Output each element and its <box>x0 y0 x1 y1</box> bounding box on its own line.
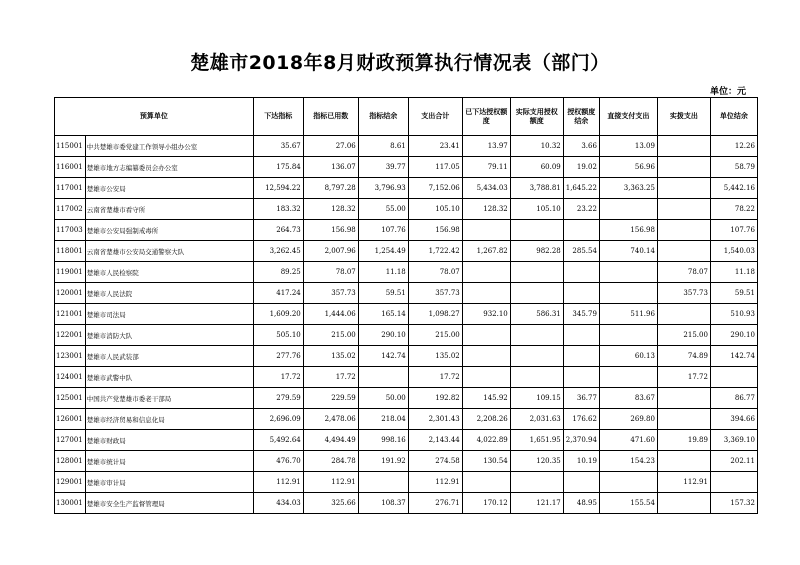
value-cell: 215.00 <box>657 325 710 346</box>
value-cell: 13.09 <box>599 136 657 157</box>
value-cell <box>599 283 657 304</box>
value-cell <box>657 199 710 220</box>
value-cell: 4,022.89 <box>462 430 510 451</box>
value-cell: 11.18 <box>358 262 408 283</box>
value-cell <box>599 472 657 493</box>
value-cell: 998.16 <box>358 430 408 451</box>
value-cell: 170.12 <box>462 493 510 514</box>
value-cell <box>510 472 563 493</box>
value-cell: 8,797.28 <box>303 178 358 199</box>
value-cell: 130.54 <box>462 451 510 472</box>
value-cell: 2,696.09 <box>253 409 303 430</box>
value-cell: 105.10 <box>408 199 462 220</box>
unit-code-cell: 130001 <box>55 493 86 514</box>
value-cell: 12,594.22 <box>253 178 303 199</box>
value-cell <box>462 283 510 304</box>
value-cell: 109.15 <box>510 388 563 409</box>
value-cell <box>563 325 599 346</box>
value-cell <box>563 283 599 304</box>
value-cell: 121.17 <box>510 493 563 514</box>
value-cell: 290.10 <box>710 325 757 346</box>
header-cell: 下达指标 <box>253 98 303 136</box>
value-cell: 11.18 <box>710 262 757 283</box>
unit-code-cell: 124001 <box>55 367 86 388</box>
value-cell: 17.72 <box>657 367 710 388</box>
value-cell <box>462 367 510 388</box>
unit-name-cell: 楚雄市统计局 <box>85 451 253 472</box>
value-cell: 276.71 <box>408 493 462 514</box>
table-row <box>55 472 758 493</box>
value-cell: 23.22 <box>563 199 599 220</box>
value-cell <box>563 346 599 367</box>
value-cell: 59.51 <box>358 283 408 304</box>
value-cell: 156.98 <box>408 220 462 241</box>
value-cell: 505.10 <box>253 325 303 346</box>
unit-name-cell: 楚雄市经济贸易和信息化局 <box>85 409 253 430</box>
value-cell <box>657 451 710 472</box>
value-cell: 274.58 <box>408 451 462 472</box>
value-cell: 357.73 <box>657 283 710 304</box>
value-cell: 78.07 <box>657 262 710 283</box>
value-cell: 279.59 <box>253 388 303 409</box>
value-cell: 142.74 <box>710 346 757 367</box>
unit-code-cell: 120001 <box>55 283 86 304</box>
value-cell <box>462 220 510 241</box>
value-cell: 215.00 <box>408 325 462 346</box>
header-cell: 已下达授权额度 <box>462 98 510 136</box>
header-cell: 实际支用授权额度 <box>510 98 563 136</box>
value-cell: 277.76 <box>253 346 303 367</box>
value-cell: 1,267.82 <box>462 241 510 262</box>
value-cell <box>657 178 710 199</box>
value-cell <box>599 367 657 388</box>
value-cell: 17.72 <box>253 367 303 388</box>
unit-code-cell: 126001 <box>55 409 86 430</box>
value-cell: 1,651.95 <box>510 430 563 451</box>
value-cell <box>510 325 563 346</box>
table-row <box>55 178 758 199</box>
value-cell <box>358 472 408 493</box>
value-cell <box>657 493 710 514</box>
value-cell: 982.28 <box>510 241 563 262</box>
value-cell <box>510 220 563 241</box>
value-cell <box>599 325 657 346</box>
value-cell: 471.60 <box>599 430 657 451</box>
unit-name-cell: 楚雄市安全生产监督管理局 <box>85 493 253 514</box>
value-cell: 78.22 <box>710 199 757 220</box>
value-cell <box>358 367 408 388</box>
value-cell <box>563 367 599 388</box>
value-cell: 83.67 <box>599 388 657 409</box>
unit-name-cell: 楚雄市人民法院 <box>85 283 253 304</box>
table-row <box>55 367 758 388</box>
header-cell: 单位结余 <box>710 98 757 136</box>
header-row <box>55 98 758 136</box>
value-cell <box>710 472 757 493</box>
value-cell: 78.07 <box>303 262 358 283</box>
value-cell <box>657 241 710 262</box>
value-cell <box>510 367 563 388</box>
value-cell: 325.66 <box>303 493 358 514</box>
value-cell: 192.82 <box>408 388 462 409</box>
value-cell: 183.32 <box>253 199 303 220</box>
header-cell: 预算单位 <box>55 98 254 136</box>
value-cell: 108.37 <box>358 493 408 514</box>
unit-code-cell: 122001 <box>55 325 86 346</box>
table-row <box>55 409 758 430</box>
value-cell: 284.78 <box>303 451 358 472</box>
value-cell: 12.26 <box>710 136 757 157</box>
table-row <box>55 493 758 514</box>
value-cell <box>462 325 510 346</box>
value-cell: 345.79 <box>563 304 599 325</box>
value-cell: 264.73 <box>253 220 303 241</box>
value-cell: 36.77 <box>563 388 599 409</box>
value-cell: 39.77 <box>358 157 408 178</box>
table-row <box>55 283 758 304</box>
unit-label: 单位：元 <box>709 87 746 97</box>
unit-name-cell: 楚雄市公安局 <box>85 178 253 199</box>
unit-code-cell: 123001 <box>55 346 86 367</box>
value-cell: 476.70 <box>253 451 303 472</box>
unit-code-cell: 125001 <box>55 388 86 409</box>
table-row <box>55 262 758 283</box>
value-cell: 10.19 <box>563 451 599 472</box>
value-cell: 50.00 <box>358 388 408 409</box>
unit-name-cell: 楚雄市公安局强制戒毒所 <box>85 220 253 241</box>
value-cell: 357.73 <box>408 283 462 304</box>
value-cell: 17.72 <box>408 367 462 388</box>
value-cell: 155.54 <box>599 493 657 514</box>
value-cell: 290.10 <box>358 325 408 346</box>
value-cell: 285.54 <box>563 241 599 262</box>
unit-code-cell: 115001 <box>55 136 86 157</box>
value-cell: 55.00 <box>358 199 408 220</box>
unit-name-cell: 楚雄市消防大队 <box>85 325 253 346</box>
unit-name-cell: 楚雄市财政局 <box>85 430 253 451</box>
value-cell: 357.73 <box>303 283 358 304</box>
value-cell: 229.59 <box>303 388 358 409</box>
value-cell <box>657 220 710 241</box>
value-cell: 3.66 <box>563 136 599 157</box>
value-cell: 78.07 <box>408 262 462 283</box>
value-cell: 107.76 <box>358 220 408 241</box>
value-cell: 511.96 <box>599 304 657 325</box>
value-cell: 175.84 <box>253 157 303 178</box>
value-cell: 3,363.25 <box>599 178 657 199</box>
header-cell: 指标已用数 <box>303 98 358 136</box>
value-cell: 4,494.49 <box>303 430 358 451</box>
value-cell: 60.13 <box>599 346 657 367</box>
value-cell: 120.35 <box>510 451 563 472</box>
value-cell: 2,031.63 <box>510 409 563 430</box>
value-cell: 1,609.20 <box>253 304 303 325</box>
header-cell: 支出合计 <box>408 98 462 136</box>
value-cell: 5,492.64 <box>253 430 303 451</box>
report-title: 楚雄市2018年8月财政预算执行情况表（部门） <box>190 52 610 74</box>
value-cell: 2,007.96 <box>303 241 358 262</box>
unit-name-cell: 楚雄市人民武装部 <box>85 346 253 367</box>
value-cell: 135.02 <box>303 346 358 367</box>
value-cell: 5,434.03 <box>462 178 510 199</box>
value-cell: 417.24 <box>253 283 303 304</box>
value-cell: 112.91 <box>657 472 710 493</box>
value-cell <box>510 283 563 304</box>
value-cell <box>563 472 599 493</box>
value-cell: 932.10 <box>462 304 510 325</box>
value-cell <box>657 409 710 430</box>
value-cell: 86.77 <box>710 388 757 409</box>
value-cell: 56.96 <box>599 157 657 178</box>
value-cell: 27.06 <box>303 136 358 157</box>
value-cell: 269.80 <box>599 409 657 430</box>
value-cell <box>657 136 710 157</box>
value-cell: 136.07 <box>303 157 358 178</box>
value-cell <box>462 472 510 493</box>
table-body <box>55 136 758 514</box>
value-cell: 1,722.42 <box>408 241 462 262</box>
value-cell: 3,262.45 <box>253 241 303 262</box>
value-cell: 135.02 <box>408 346 462 367</box>
header-cell: 授权额度结余 <box>563 98 599 136</box>
header-cell: 实拨支出 <box>657 98 710 136</box>
value-cell: 740.14 <box>599 241 657 262</box>
value-cell: 218.04 <box>358 409 408 430</box>
value-cell: 13.97 <box>462 136 510 157</box>
unit-code-cell: 117001 <box>55 178 86 199</box>
value-cell <box>657 157 710 178</box>
value-cell: 2,301.43 <box>408 409 462 430</box>
value-cell <box>599 262 657 283</box>
value-cell <box>657 388 710 409</box>
table-row <box>55 325 758 346</box>
value-cell: 59.51 <box>710 283 757 304</box>
value-cell: 2,208.26 <box>462 409 510 430</box>
value-cell: 128.32 <box>303 199 358 220</box>
value-cell: 117.05 <box>408 157 462 178</box>
unit-code-cell: 117002 <box>55 199 86 220</box>
value-cell <box>710 367 757 388</box>
value-cell: 23.41 <box>408 136 462 157</box>
value-cell: 142.74 <box>358 346 408 367</box>
value-cell <box>462 262 510 283</box>
header-cell: 指标结余 <box>358 98 408 136</box>
table-row <box>55 451 758 472</box>
value-cell: 1,254.49 <box>358 241 408 262</box>
value-cell <box>510 262 563 283</box>
unit-name-cell: 楚雄市人民检察院 <box>85 262 253 283</box>
value-cell: 60.09 <box>510 157 563 178</box>
value-cell: 2,370.94 <box>563 430 599 451</box>
value-cell: 3,369.10 <box>710 430 757 451</box>
value-cell <box>599 199 657 220</box>
value-cell: 176.62 <box>563 409 599 430</box>
value-cell: 112.91 <box>408 472 462 493</box>
value-cell: 5,442.16 <box>710 178 757 199</box>
value-cell: 510.93 <box>710 304 757 325</box>
unit-code-cell: 117003 <box>55 220 86 241</box>
value-cell: 58.79 <box>710 157 757 178</box>
budget-table <box>54 97 758 514</box>
table-row <box>55 346 758 367</box>
value-cell: 1,098.27 <box>408 304 462 325</box>
unit-name-cell: 楚雄市司法局 <box>85 304 253 325</box>
unit-code-cell: 128001 <box>55 451 86 472</box>
table-row <box>55 199 758 220</box>
value-cell: 112.91 <box>253 472 303 493</box>
value-cell: 154.23 <box>599 451 657 472</box>
value-cell: 202.11 <box>710 451 757 472</box>
unit-code-cell: 121001 <box>55 304 86 325</box>
unit-code-cell: 118001 <box>55 241 86 262</box>
table-row <box>55 136 758 157</box>
value-cell: 7,152.06 <box>408 178 462 199</box>
value-cell: 3,788.81 <box>510 178 563 199</box>
unit-code-cell: 127001 <box>55 430 86 451</box>
value-cell: 107.76 <box>710 220 757 241</box>
value-cell: 48.95 <box>563 493 599 514</box>
unit-name-cell: 中国共产党楚雄市委老干部局 <box>85 388 253 409</box>
value-cell: 215.00 <box>303 325 358 346</box>
value-cell: 105.10 <box>510 199 563 220</box>
value-cell: 434.03 <box>253 493 303 514</box>
table-row <box>55 241 758 262</box>
value-cell: 165.14 <box>358 304 408 325</box>
value-cell: 1,540.03 <box>710 241 757 262</box>
value-cell: 112.91 <box>303 472 358 493</box>
value-cell: 394.66 <box>710 409 757 430</box>
table-row <box>55 388 758 409</box>
table-row <box>55 220 758 241</box>
value-cell: 19.02 <box>563 157 599 178</box>
table-row <box>55 430 758 451</box>
value-cell: 2,143.44 <box>408 430 462 451</box>
value-cell: 35.67 <box>253 136 303 157</box>
value-cell: 128.32 <box>462 199 510 220</box>
value-cell: 157.32 <box>710 493 757 514</box>
unit-name-cell: 中共楚雄市委党建工作领导小组办公室 <box>85 136 253 157</box>
header-cell: 直接支付支出 <box>599 98 657 136</box>
value-cell: 3,796.93 <box>358 178 408 199</box>
unit-name-cell: 楚雄市武警中队 <box>85 367 253 388</box>
unit-code-cell: 116001 <box>55 157 86 178</box>
value-cell: 79.11 <box>462 157 510 178</box>
value-cell: 8.61 <box>358 136 408 157</box>
value-cell: 2,478.06 <box>303 409 358 430</box>
table-row <box>55 157 758 178</box>
value-cell: 191.92 <box>358 451 408 472</box>
value-cell: 1,645.22 <box>563 178 599 199</box>
unit-name-cell: 楚雄市审计局 <box>85 472 253 493</box>
value-cell: 145.92 <box>462 388 510 409</box>
value-cell: 586.31 <box>510 304 563 325</box>
value-cell <box>563 220 599 241</box>
value-cell: 1,444.06 <box>303 304 358 325</box>
value-cell: 19.89 <box>657 430 710 451</box>
value-cell: 89.25 <box>253 262 303 283</box>
value-cell: 74.89 <box>657 346 710 367</box>
unit-name-cell: 楚雄市地方志编纂委员会办公室 <box>85 157 253 178</box>
unit-code-cell: 129001 <box>55 472 86 493</box>
value-cell <box>462 346 510 367</box>
unit-name-cell: 云南省楚雄市公安局交通警察大队 <box>85 241 253 262</box>
value-cell: 156.98 <box>599 220 657 241</box>
value-cell <box>563 262 599 283</box>
unit-name-cell: 云南省楚雄市看守所 <box>85 199 253 220</box>
value-cell <box>510 346 563 367</box>
value-cell <box>657 304 710 325</box>
table-row <box>55 304 758 325</box>
value-cell: 156.98 <box>303 220 358 241</box>
unit-code-cell: 119001 <box>55 262 86 283</box>
value-cell: 17.72 <box>303 367 358 388</box>
value-cell: 10.32 <box>510 136 563 157</box>
